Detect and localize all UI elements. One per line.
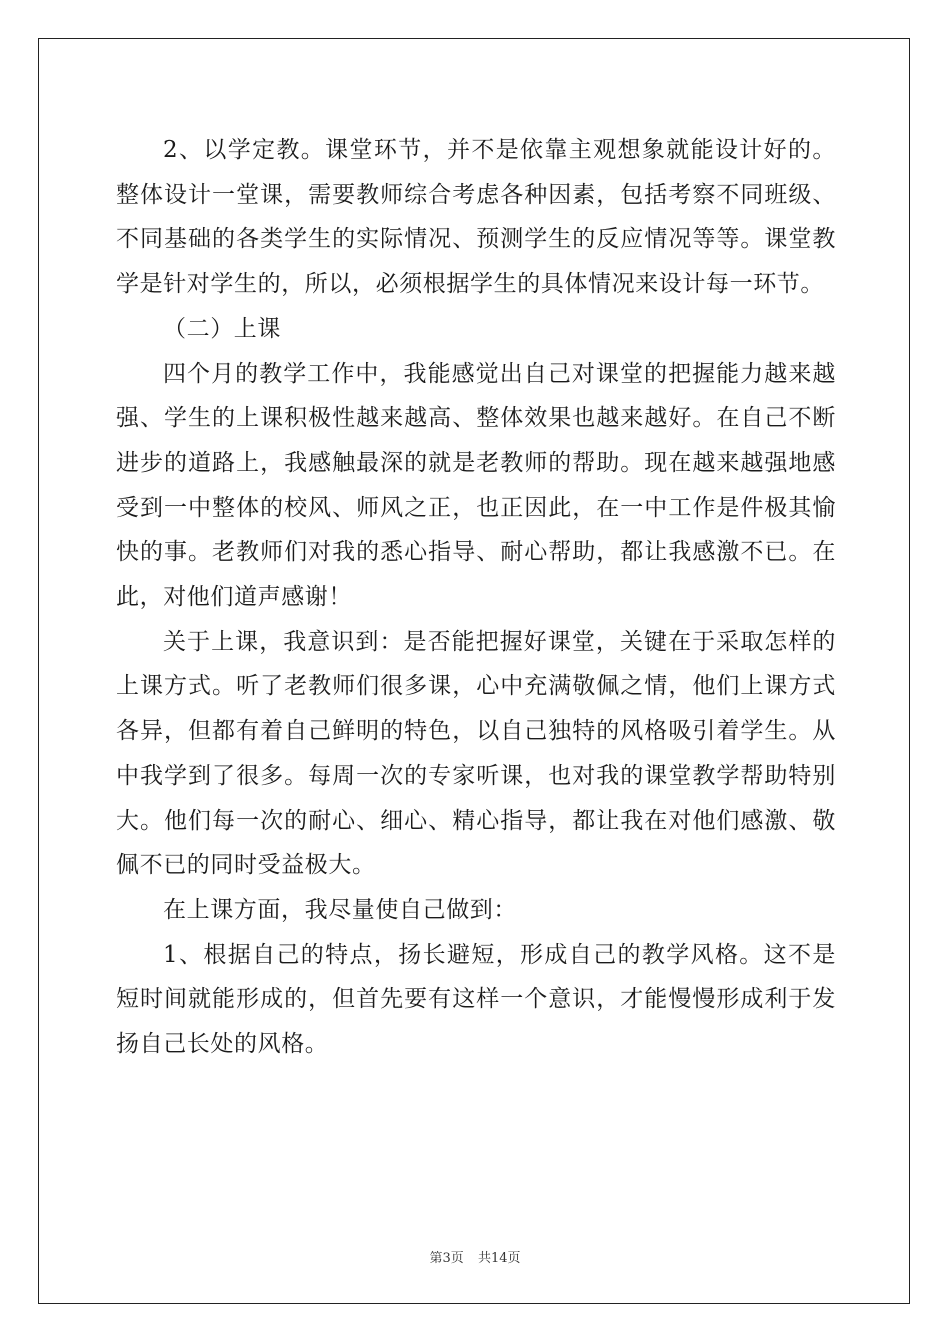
- document-body: [116, 128, 836, 1067]
- paragraph-efforts-intro: 在上课方面，我尽量使自己做到：: [163, 896, 517, 923]
- paragraph-teach-by-learning: 2、以学定教。课堂环节，并不是依靠主观想象就能设计好的。整体设计一堂课，需要教师综合考虑各种因素，包括考察不同班级、不同基础的各类学生的实际情况、预测学生的反应情况等等。课堂教学是针对学生的，所以，必须根据学生的具体情况来设计每一环节。: [116, 137, 836, 298]
- section-heading-class: （二）上课: [163, 315, 281, 342]
- page-number: 第3页: [429, 1251, 464, 1266]
- paragraph-about-class: 关于上课，我意识到：是否能把握好课堂，关键在于采取怎样的上课方式。听了老教师们很多课，心中充满敬佩之情，他们上课方式各异，但都有着自己鲜明的特色，以自己独特的风格吸引着学生。从中我学到了很多。每周一次的专家听课，也对我的课堂教学帮助特别大。他们每一次的耐心、细心、精心指导，都让我在对他们感激、敬佩不已的同时受益极大。: [116, 628, 836, 879]
- paragraph-four-months: 四个月的教学工作中，我能感觉出自己对课堂的把握能力越来越强、学生的上课积极性越来越高、整体效果也越来越好。在自己不断进步的道路上，我感触最深的就是老教师的帮助。现在越来越强地感受到一中整体的校风、师风之正，也正因此，在一中工作是件极其愉快的事。老教师们对我的悉心指导、耐心帮助，都让我感激不已。在此，对他们道声感谢！: [116, 360, 836, 611]
- page-total: 共14页: [477, 1251, 521, 1266]
- paragraph-teaching-style: 1、根据自己的特点，扬长避短，形成自己的教学风格。这不是短时间就能形成的，但首先要有这样一个意识，才能慢慢形成利于发扬自己长处的风格。: [116, 941, 836, 1058]
- page-footer: [0, 1247, 950, 1266]
